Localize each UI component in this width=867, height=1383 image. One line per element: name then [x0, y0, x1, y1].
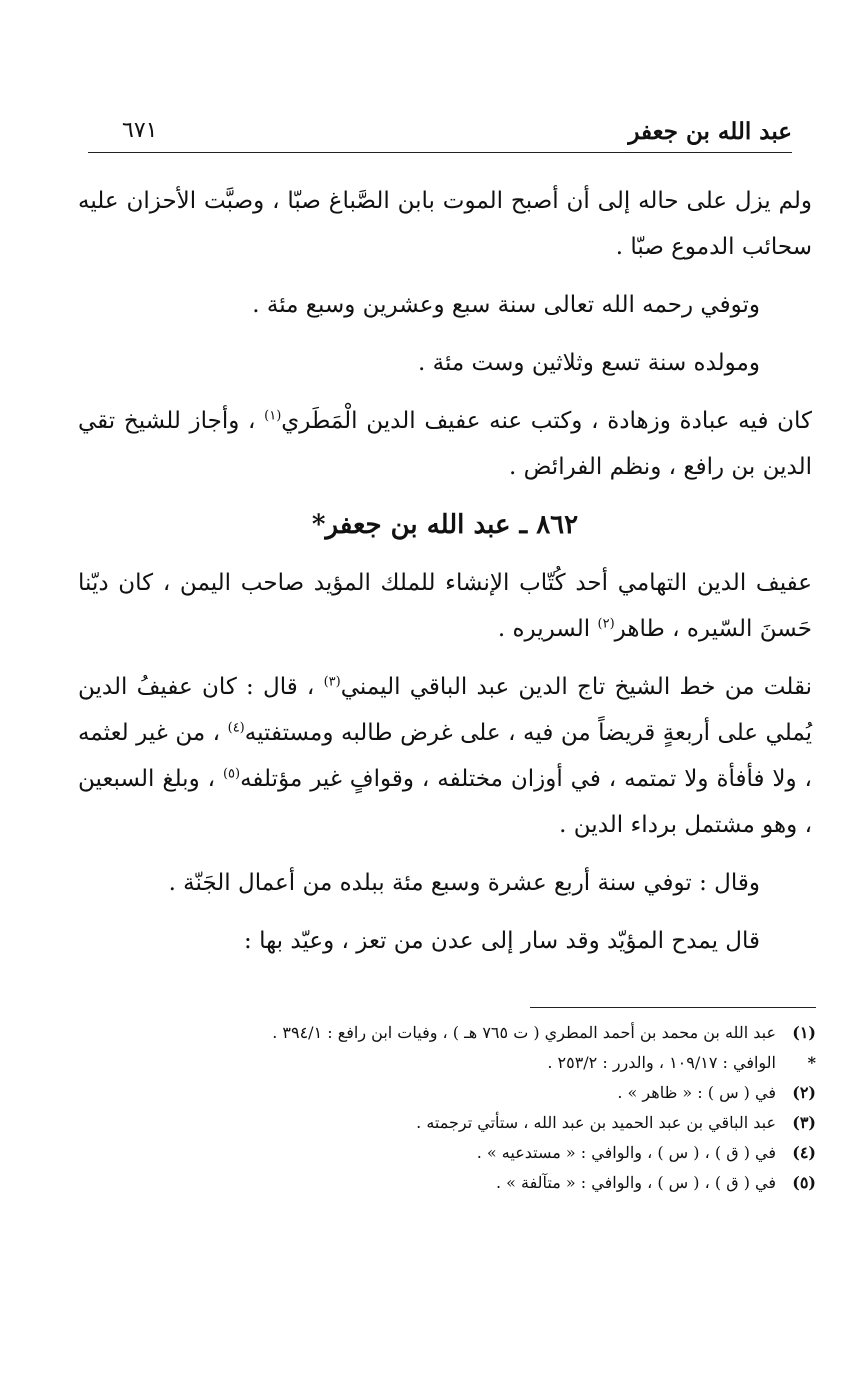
paragraph-7-text: وقال : توفي سنة أربع عشرة وسبع مئة ببلده من أعمال الجَنّة .: [168, 870, 760, 896]
footnote-mark: (٢): [792, 1083, 816, 1102]
paragraph-5-text-end: السريره .: [497, 616, 598, 642]
footnote-divider: [530, 1007, 816, 1008]
footnote-text: في ( س ) : « ظاهر » .: [617, 1083, 776, 1102]
footnote-mark: (٥): [792, 1173, 816, 1192]
paragraph-2-text: وتوفي رحمه الله تعالى سنة سبع وعشرين وسبع مئة .: [252, 292, 760, 318]
paragraph-5-text-start: عفيف الدين التهامي أحد كُتّاب الإنشاء للملك المؤيد صاحب اليمن ، كان ديّنا حَسنَ السّيره ، طاهر: [78, 570, 812, 642]
running-header: [88, 112, 792, 153]
footnote-text: في ( ق ) ، ( س ) ، والوافي : « مستدعيه » .: [476, 1143, 776, 1162]
footnote-mark: *: [807, 1053, 816, 1072]
paragraph-4-text-start: كان فيه عبادة وزهادة ، وكتب عنه عفيف الدين الْمَطَري: [281, 408, 812, 434]
paragraph-4: [78, 398, 812, 490]
paragraph-1-text: ولم يزل على حاله إلى أن أصبح الموت بابن الصَّباغ صبّا ، وصبَّت الأحزان عليه سحائب الدموع صبّا .: [78, 188, 812, 260]
footnote-ref-2: (٢): [597, 616, 615, 632]
paragraph-6-text-d: ، وبلغ السبعين ، وهو مشتمل برداء الدين .: [78, 766, 812, 838]
footnote-mark: (٣): [792, 1113, 816, 1132]
page-number: ٦٧١: [122, 118, 158, 143]
footnote-ref-5: (٥): [222, 766, 241, 782]
footnote: [200, 1108, 816, 1138]
footnote: [200, 1138, 816, 1168]
footnote-mark: (١): [792, 1023, 816, 1042]
paragraph-8: [78, 918, 760, 964]
paragraph-2: [78, 282, 760, 328]
paragraph-6: [78, 664, 812, 848]
paragraph-3-text: ومولده سنة تسع وثلاثين وست مئة .: [418, 350, 760, 376]
footnote-ref-1: (١): [264, 408, 282, 424]
footnote-text: عبد الله بن محمد بن أحمد المطري ( ت ٧٦٥ هـ ) ، وفيات ابن رافع : ٣٩٤/١ .: [272, 1023, 776, 1042]
footnote-text: في ( ق ) ، ( س ) ، والوافي : « متآلفة » .: [495, 1173, 776, 1192]
main-text: [78, 178, 812, 976]
footnote: [200, 1048, 816, 1078]
footnote-mark: (٤): [792, 1143, 816, 1162]
paragraph-1: [78, 178, 812, 270]
footnote-ref-4: (٤): [227, 720, 245, 736]
footnote: [200, 1168, 816, 1198]
paragraph-6-text-b: ، قال : كان عفيفُ الدين يُملي على أربعةٍ قريضاً من فيه ، على غرض طالبه ومستفتيه: [78, 674, 813, 746]
paragraph-6-text-c: ، من غير لعثمه ، ولا فأفأة ولا تمتمه ، في أوزان مختلفه ، وقوافٍ غير مؤتلفه: [78, 720, 812, 792]
footnote: [200, 1018, 816, 1048]
paragraph-3: [78, 340, 760, 386]
footnotes: [200, 1018, 816, 1198]
paragraph-5: [78, 560, 812, 652]
footnote-ref-3: (٣): [323, 674, 341, 690]
footnote-text: الوافي : ١٠٩/١٧ ، والدرر : ٢٥٣/٢ .: [547, 1053, 776, 1072]
footnote-text: عبد الباقي بن عبد الحميد بن عبد الله ، ستأتي ترجمته .: [416, 1113, 776, 1132]
paragraph-8-text: قال يمدح المؤيّد وقد سار إلى عدن من تعز ، وعيّد بها :: [244, 928, 760, 954]
running-title: عبد الله بن جعفر: [628, 118, 792, 145]
paragraph-6-text-a: نقلت من خط الشيخ تاج الدين عبد الباقي اليمني: [340, 674, 812, 700]
paragraph-7: [78, 860, 760, 906]
footnote: [200, 1078, 816, 1108]
entry-heading: ٨٦٢ ـ عبد الله بن جعفر*: [311, 510, 579, 540]
paragraph-4-text-end: ، وأجاز للشيخ تقي الدين بن رافع ، ونظم الفرائض .: [78, 408, 812, 480]
